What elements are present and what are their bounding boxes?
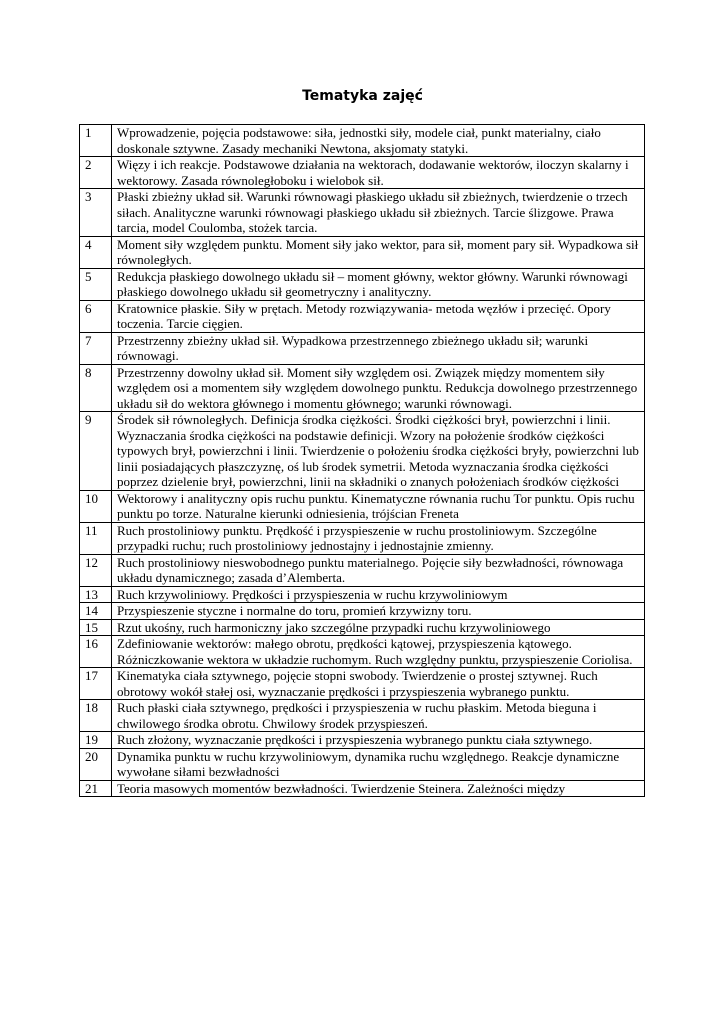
- table-row: [80, 554, 645, 586]
- row-number: 12: [80, 554, 112, 586]
- row-topic: Wektorowy i analityczny opis ruchu punktu. Kinematyczne równania ruchu Tor punktu. Opis ruchu punktu po torze. Naturalne kierunki odniesienia, trójścian Freneta: [112, 490, 645, 522]
- topics-table: [79, 124, 645, 797]
- table-row: [80, 780, 645, 797]
- table-row: [80, 412, 645, 491]
- table-row: [80, 268, 645, 300]
- row-topic: Przyspieszenie styczne i normalne do toru, promień krzywizny toru.: [112, 603, 645, 620]
- row-number: 1: [80, 125, 112, 157]
- table-row: [80, 700, 645, 732]
- row-number: 6: [80, 300, 112, 332]
- row-number: 2: [80, 157, 112, 189]
- row-topic: Wprowadzenie, pojęcia podstawowe: siła, jednostki siły, modele ciał, punkt materialny, ciało doskonale sztywne. Zasady mechaniki Newtona, aksjomaty statyki.: [112, 125, 645, 157]
- table-row: [80, 332, 645, 364]
- table-row: [80, 668, 645, 700]
- row-topic: Ruch złożony, wyznaczanie prędkości i przyspieszenia wybranego punktu ciała sztywnego.: [112, 732, 645, 749]
- table-row: [80, 748, 645, 780]
- row-topic: Przestrzenny dowolny układ sił. Moment siły względem osi. Związek między momentem siły względem osi a momentem siły względem dowolnego punktu. Redukcja dowolnego przestrzennego układu sił do wektora głównego i momentu głównego; warunki równowagi.: [112, 364, 645, 412]
- row-topic: Zdefiniowanie wektorów: małego obrotu, prędkości kątowej, przyspieszenia kątowego. Różniczkowanie wektora w układzie ruchomym. Ruch względny punktu, przyspieszenie Coriolisa.: [112, 636, 645, 668]
- row-number: 14: [80, 603, 112, 620]
- table-row: [80, 157, 645, 189]
- row-topic: Kratownice płaskie. Siły w prętach. Metody rozwiązywania- metoda węzłów i przecięć. Opory toczenia. Tarcie cięgien.: [112, 300, 645, 332]
- row-number: 3: [80, 189, 112, 237]
- table-row: [80, 603, 645, 620]
- row-topic: Ruch prostoliniowy punktu. Prędkość i przyspieszenie w ruchu prostoliniowym. Szczególne przypadki ruchu; ruch prostoliniowy jednostajny i jednostajnie zmienny.: [112, 522, 645, 554]
- table-row: [80, 300, 645, 332]
- topics-table-body: [80, 125, 645, 797]
- row-topic: Redukcja płaskiego dowolnego układu sił – moment główny, wektor główny. Warunki równowagi płaskiego dowolnego układu sił geometryczny i analityczny.: [112, 268, 645, 300]
- row-number: 8: [80, 364, 112, 412]
- table-row: [80, 636, 645, 668]
- table-row: [80, 125, 645, 157]
- row-topic: Ruch płaski ciała sztywnego, prędkości i przyspieszenia w ruchu płaskim. Metoda bieguna i chwilowego środka obrotu. Chwilowy środek przyspieszeń.: [112, 700, 645, 732]
- row-number: 7: [80, 332, 112, 364]
- row-topic: Dynamika punktu w ruchu krzywoliniowym, dynamika ruchu względnego. Reakcje dynamiczne wywołane siłami bezwładności: [112, 748, 645, 780]
- row-number: 20: [80, 748, 112, 780]
- table-row: [80, 189, 645, 237]
- table-row: [80, 619, 645, 636]
- page-title: Tematyka zajęć: [302, 88, 423, 104]
- row-number: 9: [80, 412, 112, 491]
- row-number: 16: [80, 636, 112, 668]
- table-row: [80, 490, 645, 522]
- row-number: 15: [80, 619, 112, 636]
- table-row: [80, 732, 645, 749]
- row-topic: Teoria masowych momentów bezwładności. Twierdzenie Steinera. Zależności między: [112, 780, 645, 797]
- row-topic: Więzy i ich reakcje. Podstawowe działania na wektorach, dodawanie wektorów, iloczyn skalarny i wektorowy. Zasada równoległoboku i wielobok sił.: [112, 157, 645, 189]
- table-row: [80, 522, 645, 554]
- row-topic: Kinematyka ciała sztywnego, pojęcie stopni swobody. Twierdzenie o prostej sztywnej. Ruch obrotowy wokół stałej osi, wyznaczanie prędkości i przyspieszenia wybranego punktu.: [112, 668, 645, 700]
- row-number: 17: [80, 668, 112, 700]
- row-topic: Ruch prostoliniowy nieswobodnego punktu materialnego. Pojęcie siły bezwładności, równowaga układu dynamicznego; zasada d’Alemberta.: [112, 554, 645, 586]
- table-row: [80, 236, 645, 268]
- row-topic: Środek sił równoległych. Definicja środka ciężkości. Środki ciężkości brył, powierzchni i linii. Wyznaczania środka ciężkości na podstawie definicji. Wzory na położenie środków ciężkości typowych brył, powierzchni i linii. Twierdzenie o położeniu środka ciężkości bryły, powierzchni lub linii posiadających płaszczyznę, oś lub środek symetrii. Metoda wyznaczania środka ciężkości poprzez dzielenie brył, powierzchni, linii na składniki o znanych położeniach środków ciężkości: [112, 412, 645, 491]
- row-topic: Przestrzenny zbieżny układ sił. Wypadkowa przestrzennego zbieżnego układu sił; warunki równowagi.: [112, 332, 645, 364]
- row-number: 5: [80, 268, 112, 300]
- row-number: 18: [80, 700, 112, 732]
- row-topic: Rzut ukośny, ruch harmoniczny jako szczególne przypadki ruchu krzywoliniowego: [112, 619, 645, 636]
- row-topic: Moment siły względem punktu. Moment siły jako wektor, para sił, moment pary sił. Wypadkowa sił równoległych.: [112, 236, 645, 268]
- row-number: 10: [80, 490, 112, 522]
- row-number: 19: [80, 732, 112, 749]
- row-number: 4: [80, 236, 112, 268]
- row-number: 13: [80, 586, 112, 603]
- row-topic: Płaski zbieżny układ sił. Warunki równowagi płaskiego układu sił zbieżnych, twierdzenie o trzech siłach. Analityczne warunki równowagi płaskiego układu sił zbieżnych. Tarcie ślizgowe. Prawa tarcia, model Coulomba, stożek tarcia.: [112, 189, 645, 237]
- table-row: [80, 364, 645, 412]
- row-number: 11: [80, 522, 112, 554]
- row-number: 21: [80, 780, 112, 797]
- table-row: [80, 586, 645, 603]
- row-topic: Ruch krzywoliniowy. Prędkości i przyspieszenia w ruchu krzywoliniowym: [112, 586, 645, 603]
